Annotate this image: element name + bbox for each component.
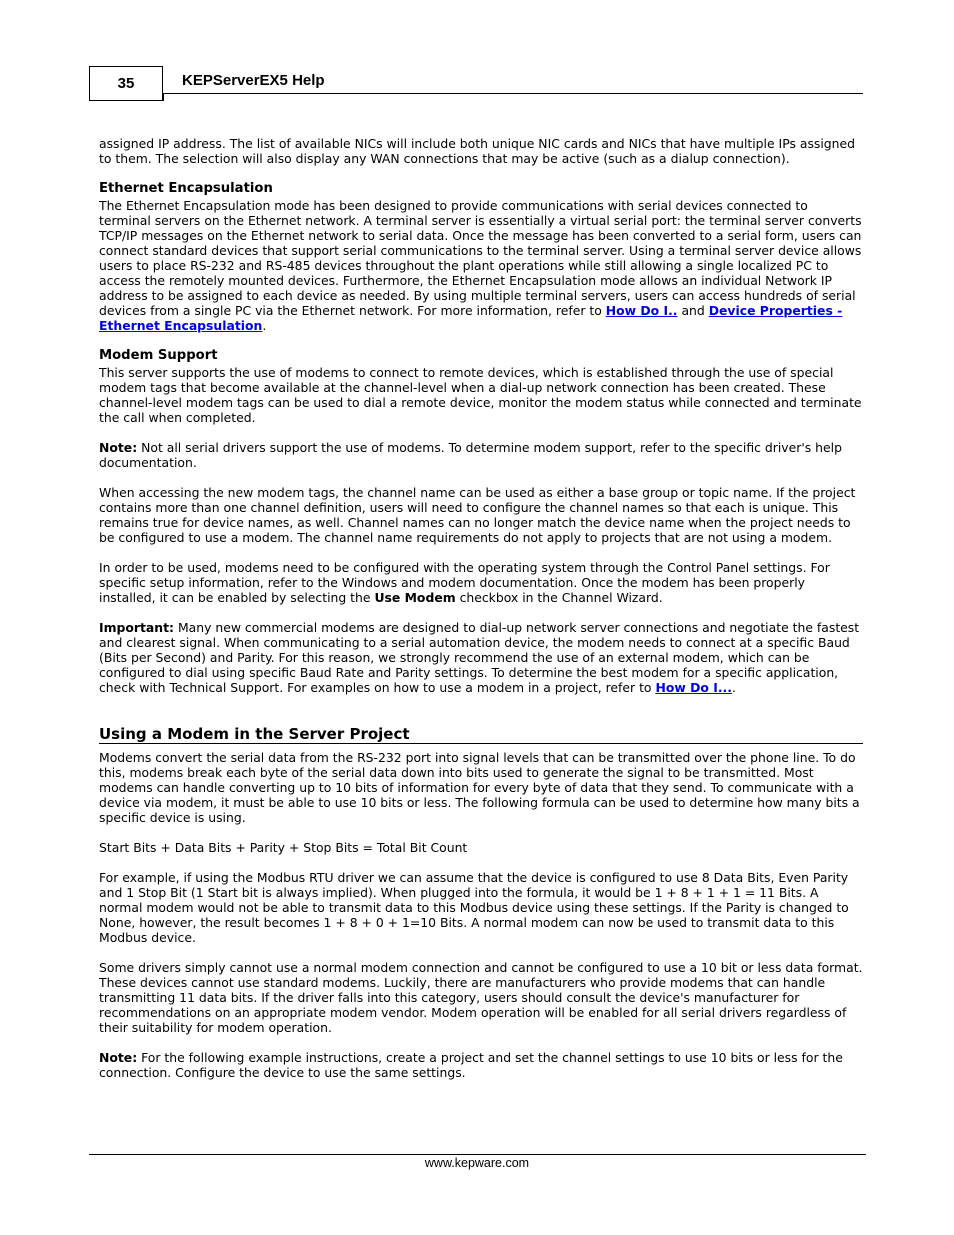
footer-url: www.kepware.com bbox=[424, 1156, 530, 1170]
ethernet-text: The Ethernet Encapsulation mode has been designed to provide communications with serial devices connected to terminal servers on the Ethernet network. A terminal server is essentially a virtual serial port: the terminal server converts TCP/IP messages on the Ethernet network to serial data. Once the message has been converted to a serial form, users can connect standard devices that support serial communications to the terminal server. Using a terminal server device allows users to place RS-232 and RS-485 devices throughout the plant operations while still allowing a single localized PC to access the remotely mounted devices. Furthermore, the Ethernet Encapsulation mode allows an individual Network IP address to be assigned to each device as needed. By using multiple terminal servers, users can access hundreds of serial devices from a single PC via the Ethernet network. For more information, refer to bbox=[99, 198, 862, 318]
note-text: Not all serial drivers support the use of modems. To determine modem support, refer to the specific driver's help documentation. bbox=[99, 440, 842, 470]
how-do-i-link[interactable]: How Do I.. bbox=[605, 303, 678, 318]
ethernet-end: . bbox=[262, 318, 267, 333]
important-text: Many new commercial modems are designed to dial-up network server connections and negotiate the fastest and clearest signal. When communicating to a serial automation device, the modem needs to connect at a specific Baud (Bits per Second) and Parity. For this reason, we strongly recommend the use of an external modem, which can be configured to dial using specific Baud Rate and Parity settings. To determine the best modem for a specific application, check with Technical Support. For examples on how to use a modem in a project, refer to bbox=[99, 620, 860, 695]
modem-config-text: In order to be used, modems need to be configured with the operating system through the Control Panel settings. For specific setup information, refer to the Windows and modem documentation. Once the modem has been properly installed, it can be enabled by selecting the bbox=[99, 560, 830, 605]
modem-config-end: checkbox in the Channel Wizard. bbox=[455, 590, 663, 605]
and-text: and bbox=[677, 303, 709, 318]
device-properties-ethernet-encapsulation-link[interactable]: Device Properties - Ethernet Encapsulation bbox=[99, 303, 843, 333]
using-note-text: For the following example instructions, create a project and set the channel settings to use 10 bits or less for the connection. Configure the device to use the same settings. bbox=[99, 1050, 843, 1080]
using-note-paragraph bbox=[99, 1050, 863, 1080]
important-paragraph bbox=[99, 620, 863, 695]
using-modem-paragraph: Modems convert the serial data from the RS-232 port into signal levels that can be transmitted over the phone line. To do this, modems break each byte of the serial data down into bits used to generate the signal to be transmitted. Most modems can handle converting up to 10 bits of information for every byte of data that they send. To communicate with a device via modem, it must be able to use 10 bits or less. The following formula can be used to determine how many bits a specific device is using. bbox=[99, 750, 860, 825]
modem-tags-paragraph: When accessing the new modem tags, the channel name can be used as either a base group or topic name. If the project contains more than one channel definition, users will need to configure the channel names so that each is unique. This remains true for device names, as well. Channel names can no longer match the device name when the project needs to be configured to use a modem. The channel name requirements do not apply to projects that are not using a modem. bbox=[99, 485, 856, 545]
important-end: . bbox=[731, 680, 736, 695]
note-label: Note: bbox=[99, 440, 138, 455]
using-note-label: Note: bbox=[99, 1050, 138, 1065]
using-modem-heading: Using a Modem in the Server Project bbox=[99, 725, 863, 744]
modbus-example-paragraph: For example, if using the Modbus RTU driver we can assume that the device is configured to use 8 Data Bits, Even Parity and 1 Stop Bit (1 Start bit is always implied). When plugged into the formula, it would be 1 + 8 + 1 + 1 = 11 Bits. A normal modem would not be able to transmit data to this Modbus device using these settings. If the Parity is changed to None, however, the result becomes 1 + 8 + 0 + 1=10 Bits. A normal modem can now be used to transmit data to this Modbus device. bbox=[99, 870, 849, 945]
page-number-box-frame bbox=[89, 93, 164, 101]
header-rule bbox=[163, 93, 863, 94]
ethernet-encapsulation-heading: Ethernet Encapsulation bbox=[99, 181, 273, 196]
modem-support-paragraph: This server supports the use of modems to connect to remote devices, which is established through the use of special modem tags that become available at the channel-level when a dial-up network connection has been created. These channel-level modem tags can be used to dial a remote device, monitor the modem status while connected and terminate the call when completed. bbox=[99, 365, 862, 425]
use-modem-label: Use Modem bbox=[374, 590, 456, 605]
page-content bbox=[99, 136, 863, 1095]
modem-support-heading: Modem Support bbox=[99, 348, 218, 363]
modem-note-paragraph bbox=[99, 440, 863, 470]
modem-config-paragraph bbox=[99, 560, 863, 605]
ethernet-encapsulation-paragraph bbox=[99, 198, 863, 333]
bit-count-formula: Start Bits + Data Bits + Parity + Stop Bits = Total Bit Count bbox=[99, 840, 468, 855]
intro-paragraph: assigned IP address. The list of available NICs will include both unique NIC cards and NICs that have multiple IPs assigned to them. The selection will also display any WAN connections that may be active (such as a dialup connection). bbox=[99, 136, 856, 166]
important-label: Important: bbox=[99, 620, 174, 635]
drivers-paragraph: Some drivers simply cannot use a normal modem connection and cannot be configured to use a 10 bit or less data format. These devices cannot use standard modems. Luckily, there are manufacturers who provide modems that can handle transmitting 11 data bits. If the driver falls into this category, users should consult the device's manufacturer for recommendations on an appropriate modem vendor. Modem operation will be enabled for all serial drivers regardless of their suitability for modem operation. bbox=[99, 960, 863, 1035]
footer-rule bbox=[89, 1154, 866, 1155]
how-do-i-link-2[interactable]: How Do I... bbox=[655, 680, 732, 695]
document-title: KEPServerEX5 Help bbox=[182, 72, 325, 89]
page-number: 35 bbox=[89, 66, 163, 100]
